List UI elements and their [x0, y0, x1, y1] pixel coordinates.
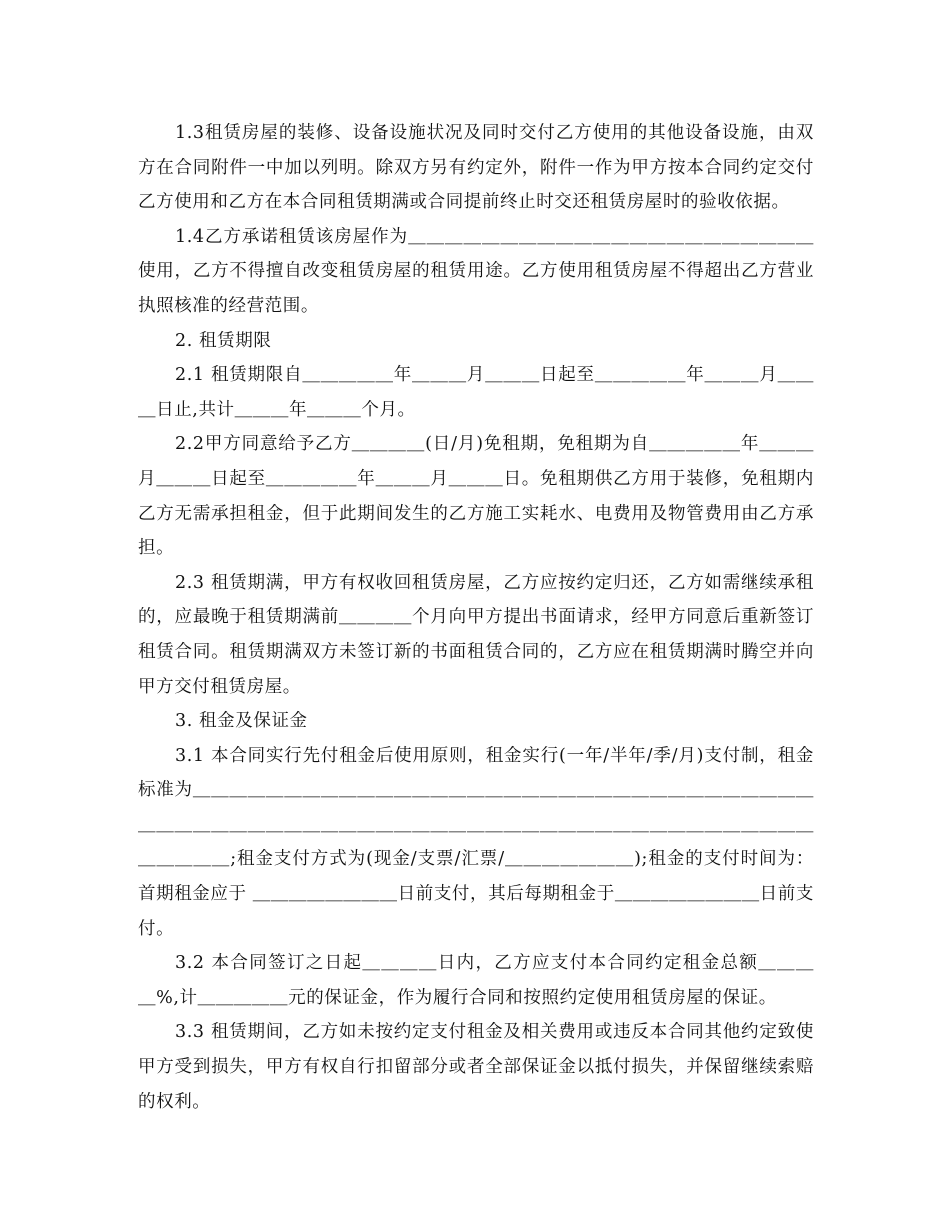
section-3-heading: 3. 租金及保证金 — [175, 711, 308, 732]
clause-1-4: 1.4乙方承诺租赁该房屋作为＿＿＿＿＿＿＿＿＿＿＿＿＿＿＿＿＿＿＿＿＿＿使用，乙方不得擅自改变租赁房屋的租赁用途。乙方使用租赁房屋不得超出乙方营业执照核准的经营范围。 — [138, 226, 814, 316]
section-2-heading: 2. 租赁期限 — [175, 330, 272, 351]
clause-2-1: 2.1 租赁期限自＿＿＿＿＿年＿＿＿月＿＿＿日起至＿＿＿＿＿年＿＿＿月＿＿＿日止,共计＿＿＿年＿＿＿个月。 — [138, 365, 814, 420]
clause-2-2: 2.2甲方同意给予乙方＿＿＿＿(日/月)免租期，免租期为自＿＿＿＿＿年＿＿＿月＿＿＿日起至＿＿＿＿＿年＿＿＿月＿＿＿日。免租期供乙方用于装修，免租期内乙方无需承担租金，但于此期间发生的乙方施工实耗水、电费用及物管费用由乙方承担。 — [138, 434, 814, 559]
document-page — [138, 116, 814, 1119]
clause-3-1: 3.1 本合同实行先付租金后使用原则，租金实行(一年/半年/季/月)支付制，租金标准为＿＿＿＿＿＿＿＿＿＿＿＿＿＿＿＿＿＿＿＿＿＿＿＿＿＿＿＿＿＿＿＿＿＿＿＿＿＿＿＿＿＿＿＿＿＿＿＿＿＿＿＿＿＿＿＿＿＿＿＿＿＿＿＿＿＿＿＿＿＿＿＿＿＿＿＿;租金支付方式为(现金/支票/汇票/＿＿＿＿＿＿＿);租金的支付时间为：首期租金应于 ＿＿＿＿＿＿＿＿日前支付，其后每期租金于＿＿＿＿＿＿＿＿日前支付。 — [138, 745, 814, 939]
clause-1-3: 1.3租赁房屋的装修、设备设施状况及同时交付乙方使用的其他设备设施，由双方在合同附件一中加以列明。除双方另有约定外，附件一作为甲方按本合同约定交付乙方使用和乙方在本合同租赁期满或合同提前终止时交还租赁房屋时的验收依据。 — [138, 123, 814, 213]
clause-3-2: 3.2 本合同签订之日起＿＿＿＿日内，乙方应支付本合同约定租金总额＿＿＿＿%,计＿＿＿＿＿元的保证金，作为履行合同和按照约定使用租赁房屋的保证。 — [138, 953, 814, 1008]
clause-3-3: 3.3 租赁期间，乙方如未按约定支付租金及相关费用或违反本合同其他约定致使甲方受到损失，甲方有权自行扣留部分或者全部保证金以抵付损失，并保留继续索赔的权利。 — [138, 1022, 814, 1112]
clause-2-3: 2.3 租赁期满，甲方有权收回租赁房屋，乙方应按约定归还，乙方如需继续承租的，应最晚于租赁期满前＿＿＿＿个月向甲方提出书面请求，经甲方同意后重新签订租赁合同。租赁期满双方未签订新的书面租赁合同的，乙方应在租赁期满时腾空并向甲方交付租赁房屋。 — [138, 572, 814, 697]
